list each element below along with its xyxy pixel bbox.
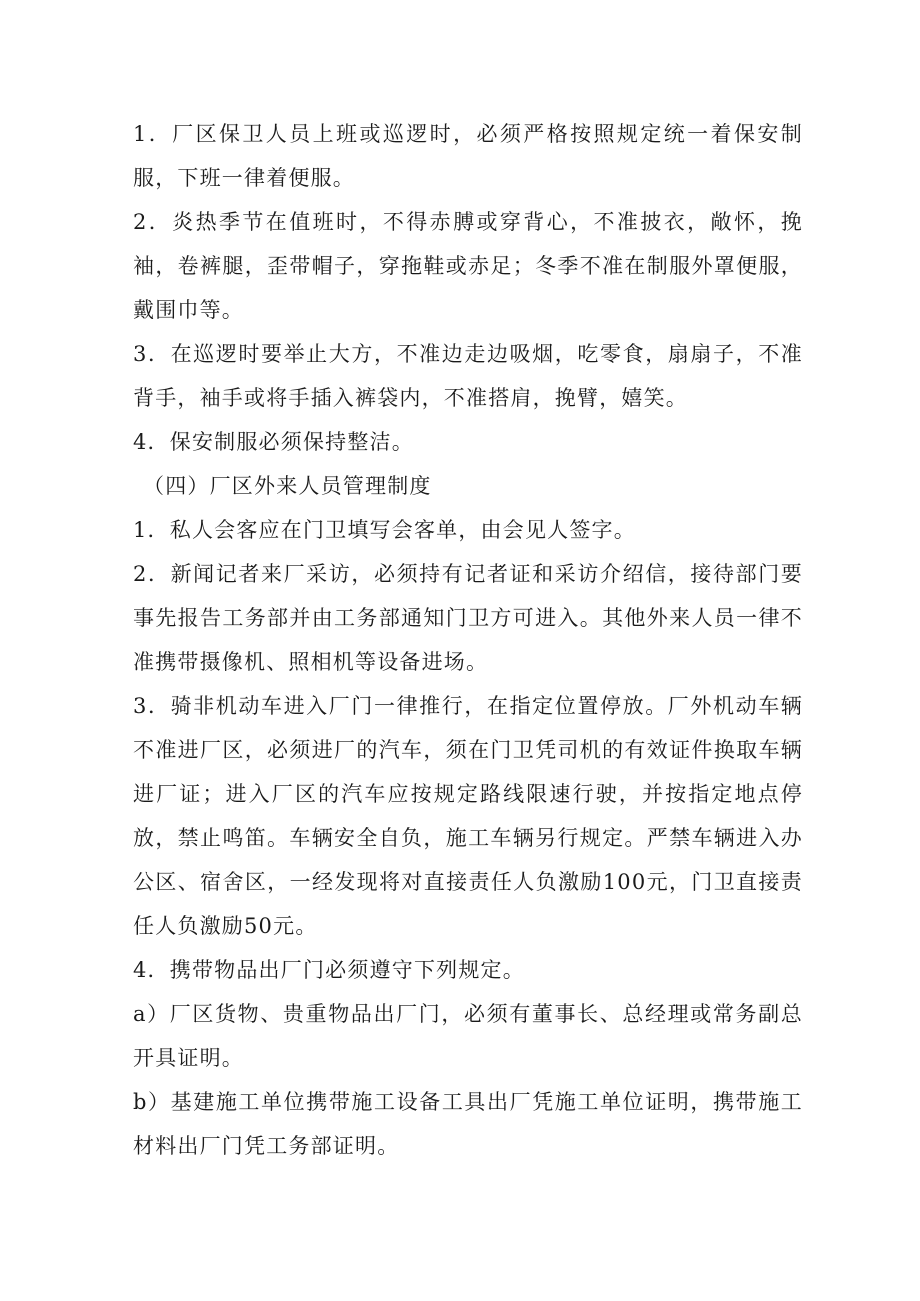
visitor-rule-3: 3．骑非机动车进入厂门一律推行，在指定位置停放。厂外机动车辆不准进厂区，必须进厂的汽车，须在门卫凭司机的有效证件换取车辆进厂证；进入厂区的汽车应按规定路线限速行驶，并按指定地点停放，禁止鸣笛。车辆安全自负，施工车辆另行规定。严禁车辆进入办公区、宿舍区，一经发现将对直接责任人负激励100元，门卫直接责任人负激励50元。 [133,694,803,938]
rule-uniform-clean: 4．保安制服必须保持整洁。 [133,430,414,454]
document-body [133,112,803,1168]
rule-summer-dress: 2．炎热季节在值班时，不得赤膊或穿背心，不准披衣，敞怀，挽袖，卷裤腿，歪带帽子，穿拖鞋或赤足；冬季不准在制服外罩便服，戴围巾等。 [133,210,803,322]
visitor-rule-4a: a）厂区货物、贵重物品出厂门，必须有董事长、总经理或常务副总开具证明。 [133,1002,803,1070]
visitor-rule-1: 1．私人会客应在门卫填写会客单，由会见人签字。 [133,518,636,542]
visitor-rule-4: 4．携带物品出厂门必须遵守下列规定。 [133,958,525,982]
visitor-rule-2: 2．新闻记者来厂采访，必须持有记者证和采访介绍信，接待部门要事先报告工务部并由工务部通知门卫方可进入。其他外来人员一律不准携带摄像机、照相机等设备进场。 [133,562,803,674]
section-heading: （四）厂区外来人员管理制度 [143,474,432,498]
rule-uniform-on-duty: 1．厂区保卫人员上班或巡逻时，必须严格按照规定统一着保安制服，下班一律着便服。 [133,122,803,190]
rule-patrol-conduct: 3．在巡逻时要举止大方，不准边走边吸烟，吃零食，扇扇子，不准背手，袖手或将手插入裤袋内，不准搭肩，挽臂，嬉笑。 [133,342,803,410]
visitor-rule-4b: b）基建施工单位携带施工设备工具出厂凭施工单位证明，携带施工材料出厂门凭工务部证明。 [133,1090,803,1158]
